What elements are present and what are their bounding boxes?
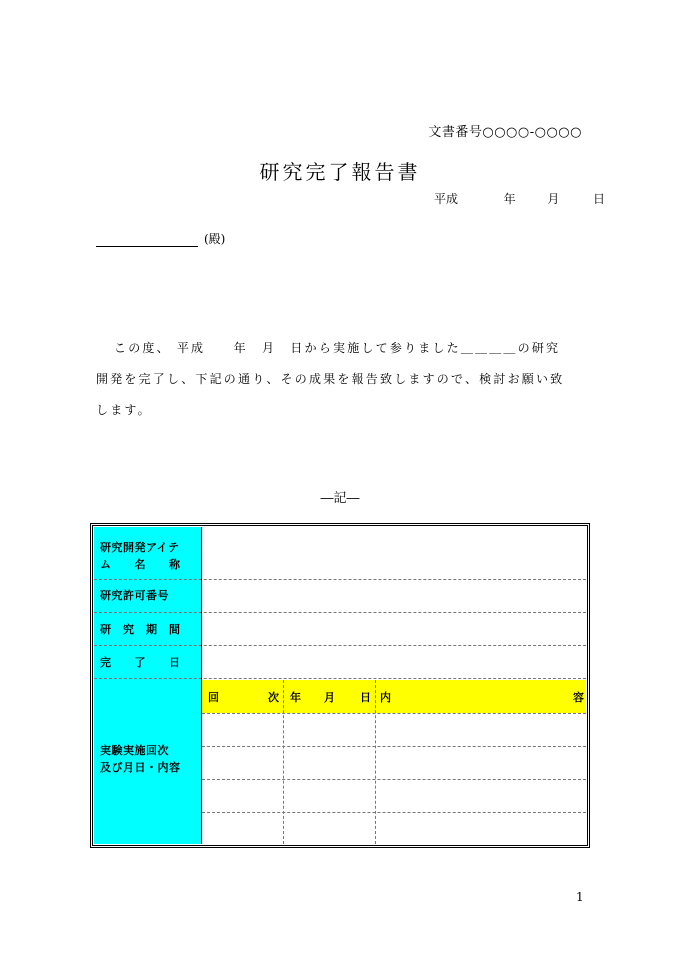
header-date-day: 日 xyxy=(360,691,371,704)
header-round-left: 回 xyxy=(208,691,219,704)
body-paragraph xyxy=(96,333,584,426)
body-line: この度、 平成 年 月 日から実施して参りました＿＿＿＿の研究 xyxy=(114,341,561,355)
header-content-right: 容 xyxy=(573,691,584,704)
label-experiments-line1: 実験実施回次 xyxy=(100,744,169,757)
label-permit-number: 研究許可番号 xyxy=(100,589,169,602)
experiments-header-row xyxy=(202,680,586,713)
addressee xyxy=(96,230,225,247)
experiment-row-divider xyxy=(202,812,586,813)
body-line: します。 xyxy=(96,403,152,417)
page-number: 1 xyxy=(576,890,584,904)
ki-heading: ―記― xyxy=(320,491,360,506)
addressee-suffix: (殿) xyxy=(204,232,226,246)
label-column xyxy=(94,527,201,844)
report-table xyxy=(90,523,590,848)
addressee-blank-line xyxy=(96,236,198,247)
date-month-label: 月 xyxy=(547,192,560,206)
experiment-row-divider xyxy=(202,779,586,780)
document-date xyxy=(434,190,605,207)
label-completion-date: 完 了 日 xyxy=(100,656,181,669)
experiment-column-divider xyxy=(375,680,376,844)
body-line: 開発を完了し、下記の通り、その成果を報告致しますので、検討お願い致 xyxy=(96,372,565,386)
date-year-label: 年 xyxy=(503,192,516,206)
header-date-month: 月 xyxy=(324,691,335,704)
experiment-row-divider xyxy=(202,746,586,747)
experiment-row-divider xyxy=(202,713,586,714)
label-item-name-line1: 研究開発アイテ xyxy=(100,541,180,554)
label-item-name xyxy=(100,539,181,573)
date-era: 平成 xyxy=(434,192,459,206)
label-item-name-line2: ム 名 称 xyxy=(100,558,181,571)
header-round-right: 次 xyxy=(268,691,279,704)
document-number: 文書番号○○○○-○○○○ xyxy=(428,125,582,140)
header-date-year: 年 xyxy=(290,691,301,704)
header-content-left: 内 xyxy=(380,691,391,704)
label-experiments-line2: 及び月日・内容 xyxy=(100,761,181,774)
value-area xyxy=(202,527,586,844)
label-experiments xyxy=(100,742,181,776)
experiment-column-divider xyxy=(283,680,284,844)
document-title: 研究完了報告書 xyxy=(259,160,421,184)
label-period: 研 究 期 間 xyxy=(100,623,181,636)
date-day-label: 日 xyxy=(593,192,606,206)
